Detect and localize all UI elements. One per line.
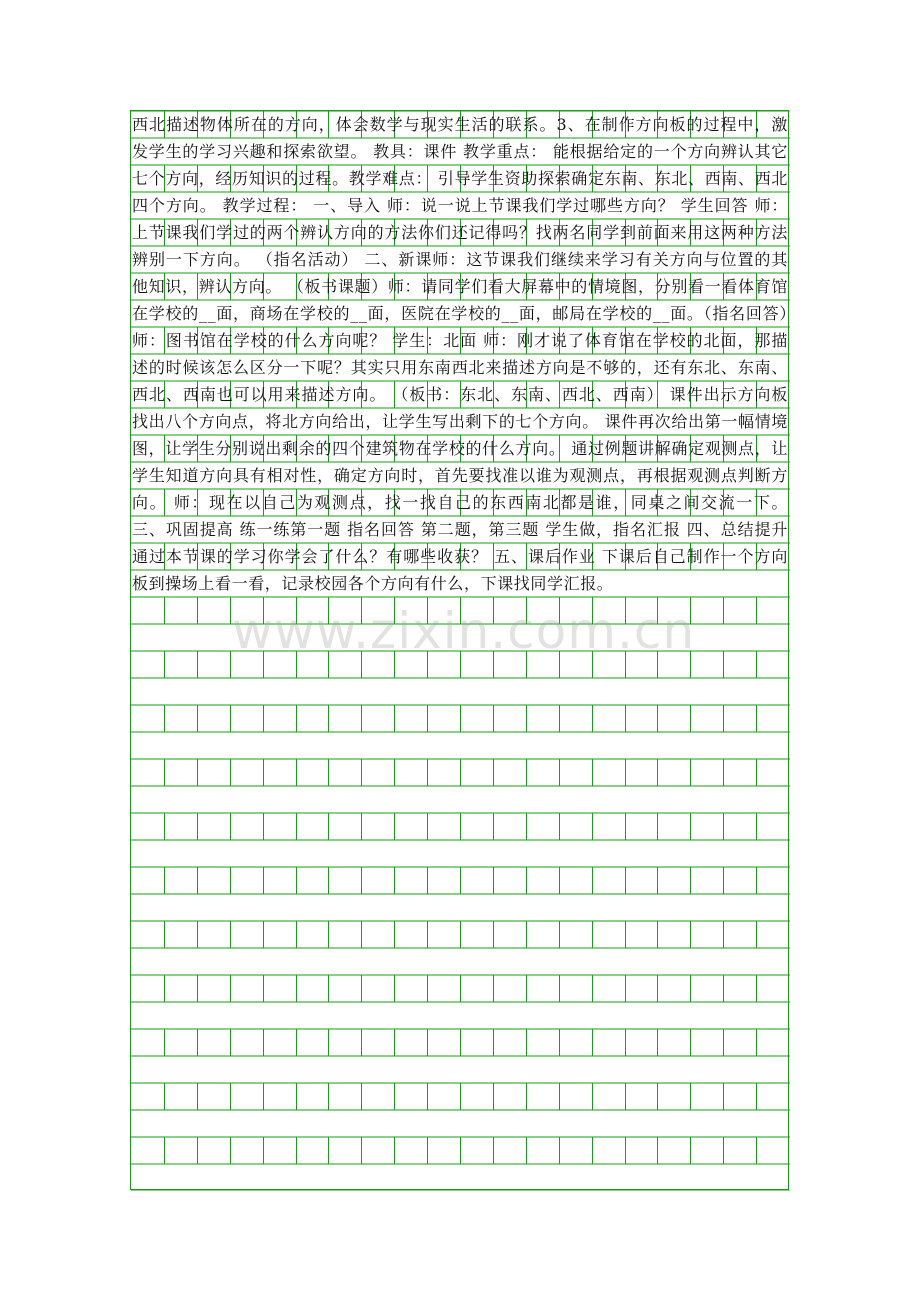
lesson-plan-text: 西北描述物体所在的方向，体会数学与现实生活的联系。3、在制作方向板的过程中，激发学生的学习兴趣和探索欲望。 教具：课件 教学重点： 能根据给定的一个方向辨认其它七个方向，经历知识的过程。教学难点： 引导学生资助探索确定东南、东北、西南、西北四个方向。 教学过程： 一、导入 师：说一说上节课我们学过哪些方向？ 学生回答 师：上节课我们学过的两个辨认方向的方法你们还记得吗？找两名同学到前面来用这两种方法辨别一下方向。 （指名活动） 二、新课师：这节课我们继续来学习有关方向与位置的其他知识，辨认方向。 （板书课题）师：请同学们看大屏幕中的情境图，分别看一看体育馆在学校的__面，商场在学校的__面，医院在学校的__面，邮局在学校的__面。（指名回答）师：图书馆在学校的什么方向呢？ 学生：北面 师：刚才说了体育馆在学校的北面，那描述的时候该怎么区分一下呢？其实只用东南西北来描述方向是不够的，还有东北、东南、西北、西南也可以用来描述方向。 （板书：东北、东南、西北、西南） 课件出示方向板 找出八个方向点，将北方向给出，让学生写出剩下的七个方向。 课件再次给出第一幅情境图，让学生分别说出剩余的四个建筑物在学校的什么方向。 通过例题讲解确定观测点，让学生知道方向具有相对性，确定方向时，首先要找准以谁为观测点，再根据观测点判断方向。 师：现在以自己为观测点，找一找自己的东西南北都是谁，同桌之间交流一下。 三、巩固提高 练一练第一题 指名回答 第二题，第三题 学生做，指名汇报 四、总结提升 通过本节课的学习你学会了什么？有哪些收获？ 五、课后作业 下课后自己制作一个方向板到操场上看一看，记录校园各个方向有什么，下课找同学汇报。	[132, 115, 788, 593]
site-watermark: www.zixin.com.cn	[232, 602, 696, 660]
